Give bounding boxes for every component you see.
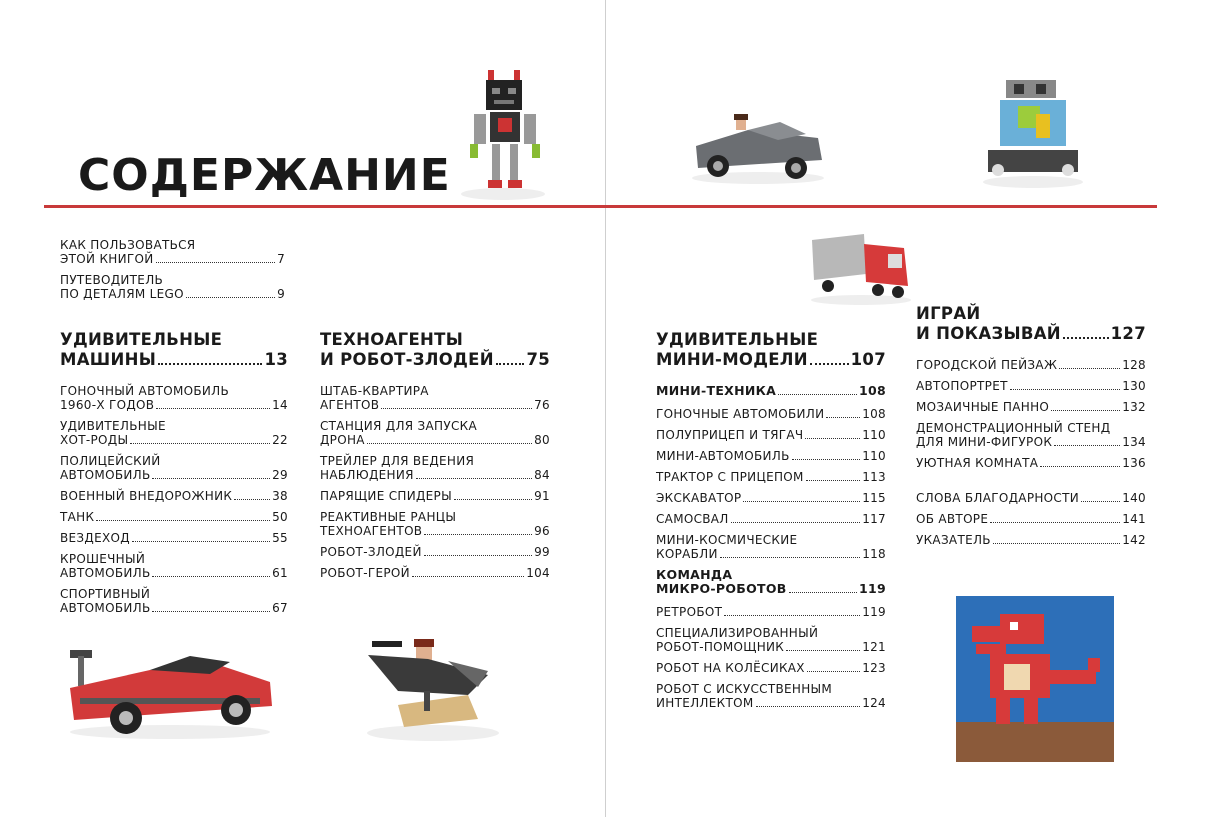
- toc-entry[interactable]: СПОРТИВНЫЙ АВТОМОБИЛЬ 67: [60, 587, 288, 615]
- toc-entry[interactable]: ПОЛИЦЕЙСКИЙ АВТОМОБИЛЬ 29: [60, 454, 288, 482]
- toc-entry[interactable]: ГОНОЧНЫЙ АВТОМОБИЛЬ 1960-Х ГОДОВ 14: [60, 384, 288, 412]
- toc-entry[interactable]: МИНИ-КОСМИЧЕСКИЕ КОРАБЛИ 118: [656, 533, 886, 561]
- toc-entry[interactable]: УДИВИТЕЛЬНЫЕ ХОТ-РОДЫ 22: [60, 419, 288, 447]
- toc-entry[interactable]: ОБ АВТОРЕ 141: [916, 512, 1146, 526]
- grey-convertible-illustration: [688, 108, 828, 186]
- toc-entry[interactable]: ВЕЗДЕХОД 55: [60, 531, 288, 545]
- hover-speeder-illustration: [358, 615, 508, 745]
- toc-entry[interactable]: ВОЕННЫЙ ВНЕДОРОЖНИК 38: [60, 489, 288, 503]
- dinosaur-mosaic-illustration: [948, 592, 1118, 770]
- toc-entry[interactable]: АВТОПОРТРЕТ 130: [916, 379, 1146, 393]
- toc-entry[interactable]: РЕАКТИВНЫЕ РАНЦЫ ТЕХНОАГЕНТОВ 96: [320, 510, 550, 538]
- toc-column-machines: [60, 330, 288, 622]
- toc-entry[interactable]: РЕТРОБОТ 119: [656, 605, 886, 619]
- section-heading[interactable]: ТЕХНОАГЕНТЫ И РОБОТ-ЗЛОДЕЙ 75: [320, 330, 550, 369]
- micro-robot-illustration: [978, 70, 1088, 190]
- toc-entry[interactable]: СЛОВА БЛАГОДАРНОСТИ 140: [916, 491, 1146, 505]
- subsection-heading[interactable]: МИНИ-ТЕХНИКА 108: [656, 383, 886, 398]
- toc-entry[interactable]: РОБОТ-ЗЛОДЕЙ 99: [320, 545, 550, 559]
- toc-column-play-and-show: [916, 304, 1146, 554]
- robot-villain-illustration: [448, 62, 558, 202]
- toc-entry[interactable]: КАК ПОЛЬЗОВАТЬСЯ ЭТОЙ КНИГОЙ 7: [60, 238, 285, 266]
- semi-truck-illustration: [808, 230, 914, 306]
- book-spine: [605, 0, 606, 817]
- toc-entry[interactable]: МИНИ-АВТОМОБИЛЬ 110: [656, 449, 886, 463]
- toc-entry[interactable]: СПЕЦИАЛИЗИРОВАННЫЙ РОБОТ-ПОМОЩНИК 121: [656, 626, 886, 654]
- intro-list: [60, 238, 285, 308]
- toc-entry[interactable]: ТАНК 50: [60, 510, 288, 524]
- toc-entry[interactable]: ЭКСКАВАТОР 115: [656, 491, 886, 505]
- toc-entry[interactable]: КРОШЕЧНЫЙ АВТОМОБИЛЬ 61: [60, 552, 288, 580]
- toc-entry[interactable]: РОБОТ С ИСКУССТВЕННЫМ ИНТЕЛЛЕКТОМ 124: [656, 682, 886, 710]
- toc-entry[interactable]: ГОНОЧНЫЕ АВТОМОБИЛИ 108: [656, 407, 886, 421]
- toc-entry[interactable]: УКАЗАТЕЛЬ 142: [916, 533, 1146, 547]
- toc-entry[interactable]: ГОРОДСКОЙ ПЕЙЗАЖ 128: [916, 358, 1146, 372]
- section-heading[interactable]: УДИВИТЕЛЬНЫЕ МАШИНЫ 13: [60, 330, 288, 369]
- toc-entry[interactable]: ПУТЕВОДИТЕЛЬ ПО ДЕТАЛЯМ LEGO 9: [60, 273, 285, 301]
- toc-column-mini-models: [656, 330, 886, 717]
- title-rule: [44, 205, 1157, 208]
- toc-entry[interactable]: РОБОТ-ГЕРОЙ 104: [320, 566, 550, 580]
- toc-entry[interactable]: ТРЕЙЛЕР ДЛЯ ВЕДЕНИЯ НАБЛЮДЕНИЯ 84: [320, 454, 550, 482]
- toc-column-technoagents: [320, 330, 550, 587]
- toc-entry[interactable]: МОЗАИЧНЫЕ ПАННО 132: [916, 400, 1146, 414]
- toc-entry[interactable]: ПОЛУПРИЦЕП И ТЯГАЧ 110: [656, 428, 886, 442]
- toc-entry[interactable]: УЮТНАЯ КОМНАТА 136: [916, 456, 1146, 470]
- section-heading[interactable]: ИГРАЙ И ПОКАЗЫВАЙ 127: [916, 304, 1146, 343]
- sports-car-illustration: [60, 640, 280, 740]
- toc-entry[interactable]: РОБОТ НА КОЛЁСИКАХ 123: [656, 661, 886, 675]
- toc-entry[interactable]: ПАРЯЩИЕ СПИДЕРЫ 91: [320, 489, 550, 503]
- page-title: СОДЕРЖАНИЕ: [78, 150, 451, 201]
- section-heading[interactable]: УДИВИТЕЛЬНЫЕ МИНИ-МОДЕЛИ 107: [656, 330, 886, 369]
- toc-entry[interactable]: СТАНЦИЯ ДЛЯ ЗАПУСКА ДРОНА 80: [320, 419, 550, 447]
- toc-entry[interactable]: ДЕМОНСТРАЦИОННЫЙ СТЕНД ДЛЯ МИНИ-ФИГУРОК 134: [916, 421, 1146, 449]
- toc-entry[interactable]: ШТАБ-КВАРТИРА АГЕНТОВ 76: [320, 384, 550, 412]
- toc-entry[interactable]: САМОСВАЛ 117: [656, 512, 886, 526]
- toc-entry[interactable]: ТРАКТОР С ПРИЦЕПОМ 113: [656, 470, 886, 484]
- subsection-heading[interactable]: КОМАНДА МИКРО-РОБОТОВ 119: [656, 567, 886, 596]
